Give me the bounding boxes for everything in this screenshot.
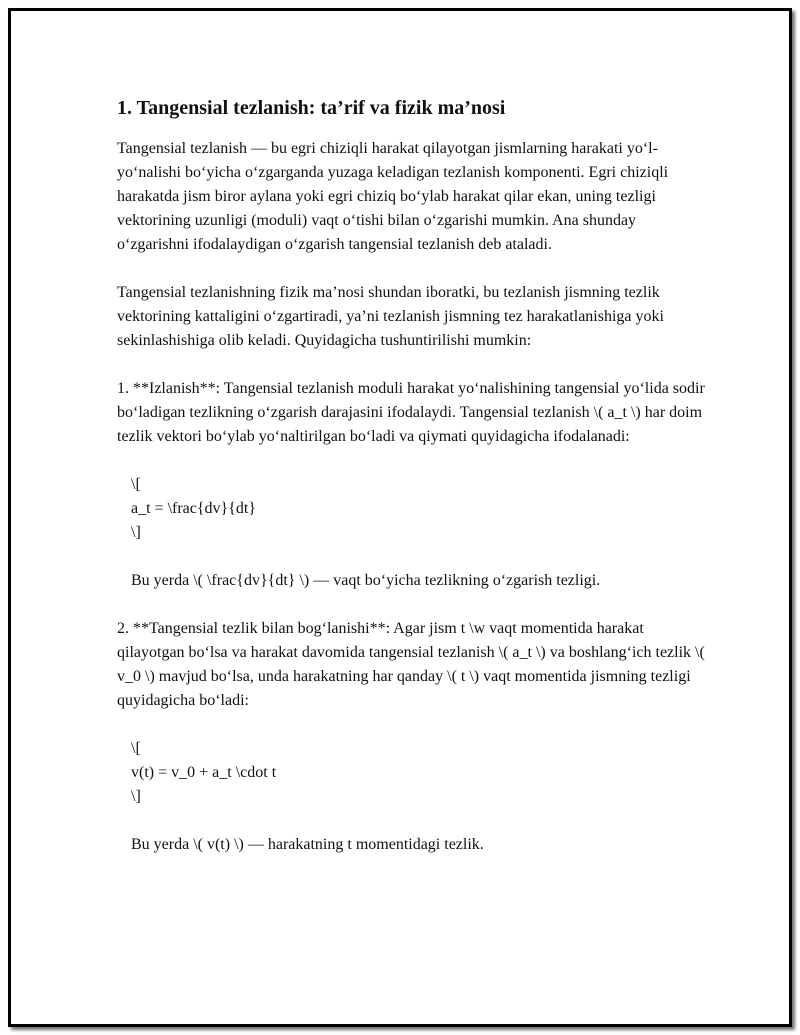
formula-2: v(t) = v_0 + a_t \cdot t [131,764,277,781]
section-heading: 1. Tangensial tezlanish: ta’rif va fizik ma’nosi [117,97,506,119]
formula-block-2 [117,737,707,809]
formula-block-1 [117,473,707,545]
document-content [117,95,707,857]
paragraph-physical-meaning: Tangensial tezlanishning fizik ma’nosi shundan iboratki, bu tezlanish jismning tezlik vektorining kattaligini o‘zgartiradi, ya’ni tezlanish jismning tez harakatlanishiga yoki sekinlashishiga olib keladi. Quyidagicha tushuntirilishi mumkin: [117,284,664,349]
formula-1: a_t = \frac{dv}{dt} [131,500,257,517]
list-item-1: 1. **Izlanish**: Tangensial tezlanish moduli harakat yo‘nalishining tangensial yo‘lida sodir bo‘ladigan tezlikning o‘zgarish darajasini ifodalaydi. Tangensial tezlanish \( a_t \) har doim tezlik vektori bo‘ylab yo‘naltirilgan bo‘ladi va qiymati quyidagicha ifodalanadi: [117,380,705,445]
formula-open-2: \[ [131,740,141,757]
paragraph-definition: Tangensial tezlanish — bu egri chiziqli harakat qilayotgan jismlarning harakati yo‘l-yo‘nalishi bo‘yicha o‘zgarganda yuzaga keladigan tezlanish komponenti. Egri chiziqli harakatda jism biror aylana yoki egri chiziq bo‘ylab harakat qilar ekan, uning tezligi vektorining uzunligi (moduli) vaqt o‘tishi bilan o‘zgarishi mumkin. Ana shunday o‘zgarishni ifodalaydigan o‘zgarish tangensial tezlanish deb ataladi. [117,140,669,253]
formula-close-1: \] [131,524,141,541]
formula-note-1: Bu yerda \( \frac{dv}{dt} \) — vaqt bo‘yicha tezlikning o‘zgarish tezligi. [131,572,601,589]
formula-close-2: \] [131,788,141,805]
list-item-2: 2. **Tangensial tezlik bilan bog‘lanishi**: Agar jism t \w vaqt momentida harakat qilayotgan bo‘lsa va harakat davomida tangensial tezlanish \( a_t \) va boshlang‘ich tezlik \( v_0 \) mavjud bo‘lsa, unda harakatning har qanday \( t \) vaqt momentida jismning tezligi quyidagicha bo‘ladi: [117,620,705,709]
formula-note-2: Bu yerda \( v(t) \) — harakatning t momentidagi tezlik. [131,836,484,853]
formula-open-1: \[ [131,476,141,493]
